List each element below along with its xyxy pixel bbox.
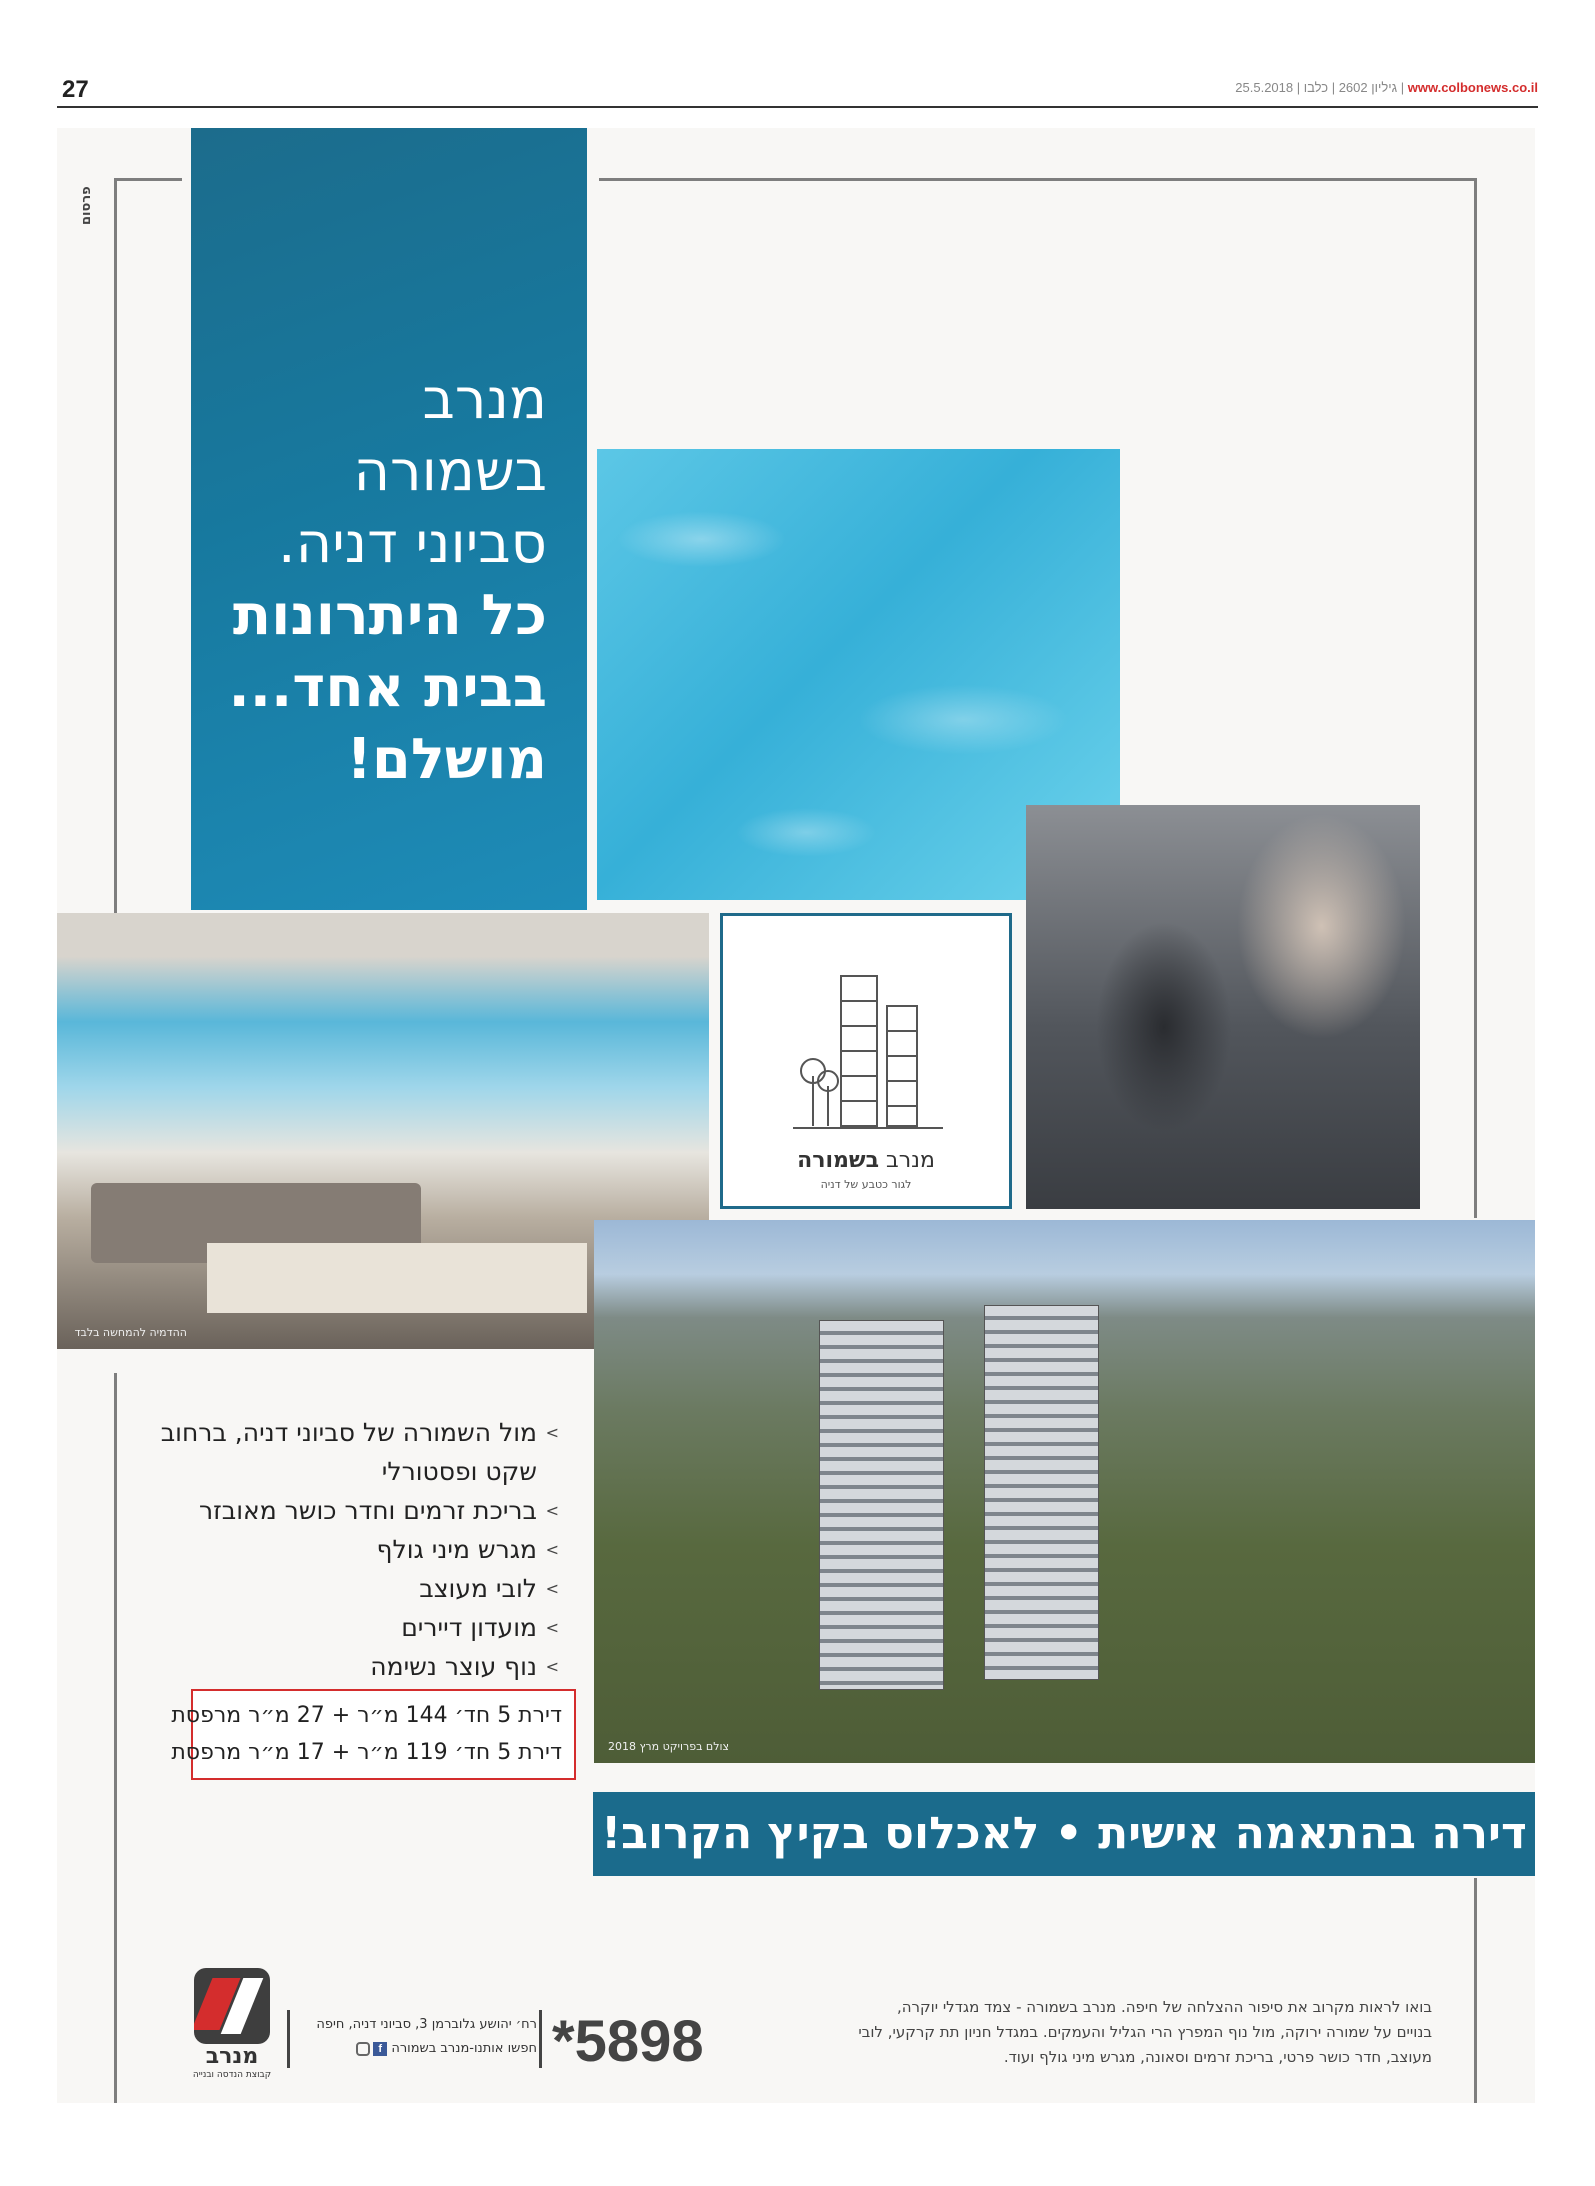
address-text: רח׳ יהושע גלוברמן 3, סביוני דניה, חיפה xyxy=(316,2017,537,2032)
phone-divider xyxy=(539,2010,542,2068)
living-caption: ההדמיה להמחשה בלבד xyxy=(74,1326,187,1339)
social-line xyxy=(297,2037,537,2061)
headline-line-bold: בבית אחד... xyxy=(228,655,547,720)
header-info: 25.5.2018 | גיליון 2602 | כלבו | www.colbonews.co.il xyxy=(1235,80,1538,95)
towers-drawing-icon xyxy=(793,956,943,1136)
social-text: חפשו אותנו-מנרב בשמורה xyxy=(391,2041,537,2056)
arrow-bullet-icon: > xyxy=(545,1540,559,1559)
feature-text: מול השמורה של סביוני דניה, ברחוב שקט ופסטורלי xyxy=(160,1418,537,1486)
logo-name xyxy=(723,1148,1009,1173)
body-text: בואו לראות מקרוב את סיפור ההצלחה של חיפה. מנרב בשמורה - צמד מגדלי יוקרה, בנויים על שמורה ירוקה, מול נוף המפרץ הרי הגליל והעמקים. במגדל חניון תת קרקעי, לובי מעוצב, חדר כושר פרטי, בריכת זרמים וסאונה, מגרש מיני גולף ועוד. xyxy=(858,1998,1432,2066)
arrow-bullet-icon: > xyxy=(545,1501,559,1520)
arrow-bullet-icon: > xyxy=(545,1423,559,1442)
header-paper: כלבו xyxy=(1303,80,1329,95)
logo-brand: מנרב xyxy=(886,1148,935,1173)
project-logo xyxy=(720,913,1012,1209)
feature-text: מגרש מיני גולף xyxy=(376,1535,537,1564)
arrow-bullet-icon: > xyxy=(545,1579,559,1598)
spec-line: דירת 5 חד׳ 144 מ״ר + 27 מ״ר מרפסת xyxy=(171,1703,562,1728)
page-number: 27 xyxy=(62,76,89,103)
brand-tagline: קבוצת הנדסה ובנייה xyxy=(192,2070,272,2080)
headline-line-bold: מושלם! xyxy=(346,727,547,792)
frame-top-left xyxy=(114,178,182,181)
feature-text: בריכת זרמים וחדר כושר מאובזר xyxy=(198,1496,537,1525)
feature-item xyxy=(157,1413,559,1491)
feature-item xyxy=(157,1569,559,1608)
tower-left xyxy=(819,1320,944,1690)
header-issue: גיליון 2602 xyxy=(1338,80,1398,95)
spec-line: דירת 5 חד׳ 119 מ״ר + 17 מ״ר מרפסת xyxy=(171,1740,562,1765)
headline-line-bold: כל היתרונות xyxy=(232,583,547,648)
feature-text: נוף עוצר נשימה xyxy=(370,1652,537,1681)
feature-item xyxy=(157,1647,559,1686)
frame-top-right xyxy=(599,178,1477,181)
aerial-photo xyxy=(594,1220,1535,1763)
frame-left-lower xyxy=(114,1373,117,2103)
header-rule xyxy=(57,106,1538,108)
gym-photo xyxy=(1026,805,1420,1209)
headline-panel xyxy=(191,128,587,910)
facebook-icon[interactable]: f xyxy=(373,2042,387,2056)
header-website[interactable]: www.colbonews.co.il xyxy=(1407,80,1538,95)
advertisement xyxy=(57,128,1535,2103)
advertisement-tag: פרסום xyxy=(79,186,94,226)
aerial-caption: צולם בפרויקט מרץ 2018 xyxy=(608,1740,730,1753)
phone-number[interactable]: *5898 xyxy=(552,2009,704,2074)
instagram-icon[interactable] xyxy=(356,2042,370,2056)
tower-right xyxy=(984,1305,1099,1680)
header-date: 25.5.2018 xyxy=(1235,80,1294,95)
feature-text: מועדון דיירים xyxy=(401,1613,537,1642)
brand-mark-icon xyxy=(194,1968,270,2044)
headline-line: בשמורה xyxy=(353,439,547,504)
logo-project: בשמורה xyxy=(797,1148,880,1173)
logo-tagline: לגור כטבע של דניה xyxy=(820,1178,912,1191)
features-list xyxy=(157,1413,559,1686)
headline-line: סביוני דניה. xyxy=(277,511,547,576)
brand-name: מנרב xyxy=(205,2044,259,2069)
feature-item xyxy=(157,1491,559,1530)
occupancy-banner: דירה בהתאמה אישית • לאכלוס בקיץ הקרוב! xyxy=(593,1792,1535,1876)
apartment-specs xyxy=(171,1689,576,1780)
contact-divider xyxy=(287,2010,290,2068)
feature-item xyxy=(157,1530,559,1569)
feature-item xyxy=(157,1608,559,1647)
headline xyxy=(221,364,547,796)
frame-right xyxy=(1474,178,1477,1218)
arrow-bullet-icon: > xyxy=(545,1618,559,1637)
brand-logo xyxy=(187,1968,277,2080)
frame-right-lower xyxy=(1474,1878,1477,2103)
rug-shape xyxy=(207,1243,587,1313)
contact-address xyxy=(297,2013,537,2061)
frame-left-upper xyxy=(114,178,117,928)
feature-text: לובי מעוצב xyxy=(419,1574,537,1603)
arrow-bullet-icon: > xyxy=(545,1657,559,1676)
headline-line: מנרב xyxy=(422,367,547,432)
